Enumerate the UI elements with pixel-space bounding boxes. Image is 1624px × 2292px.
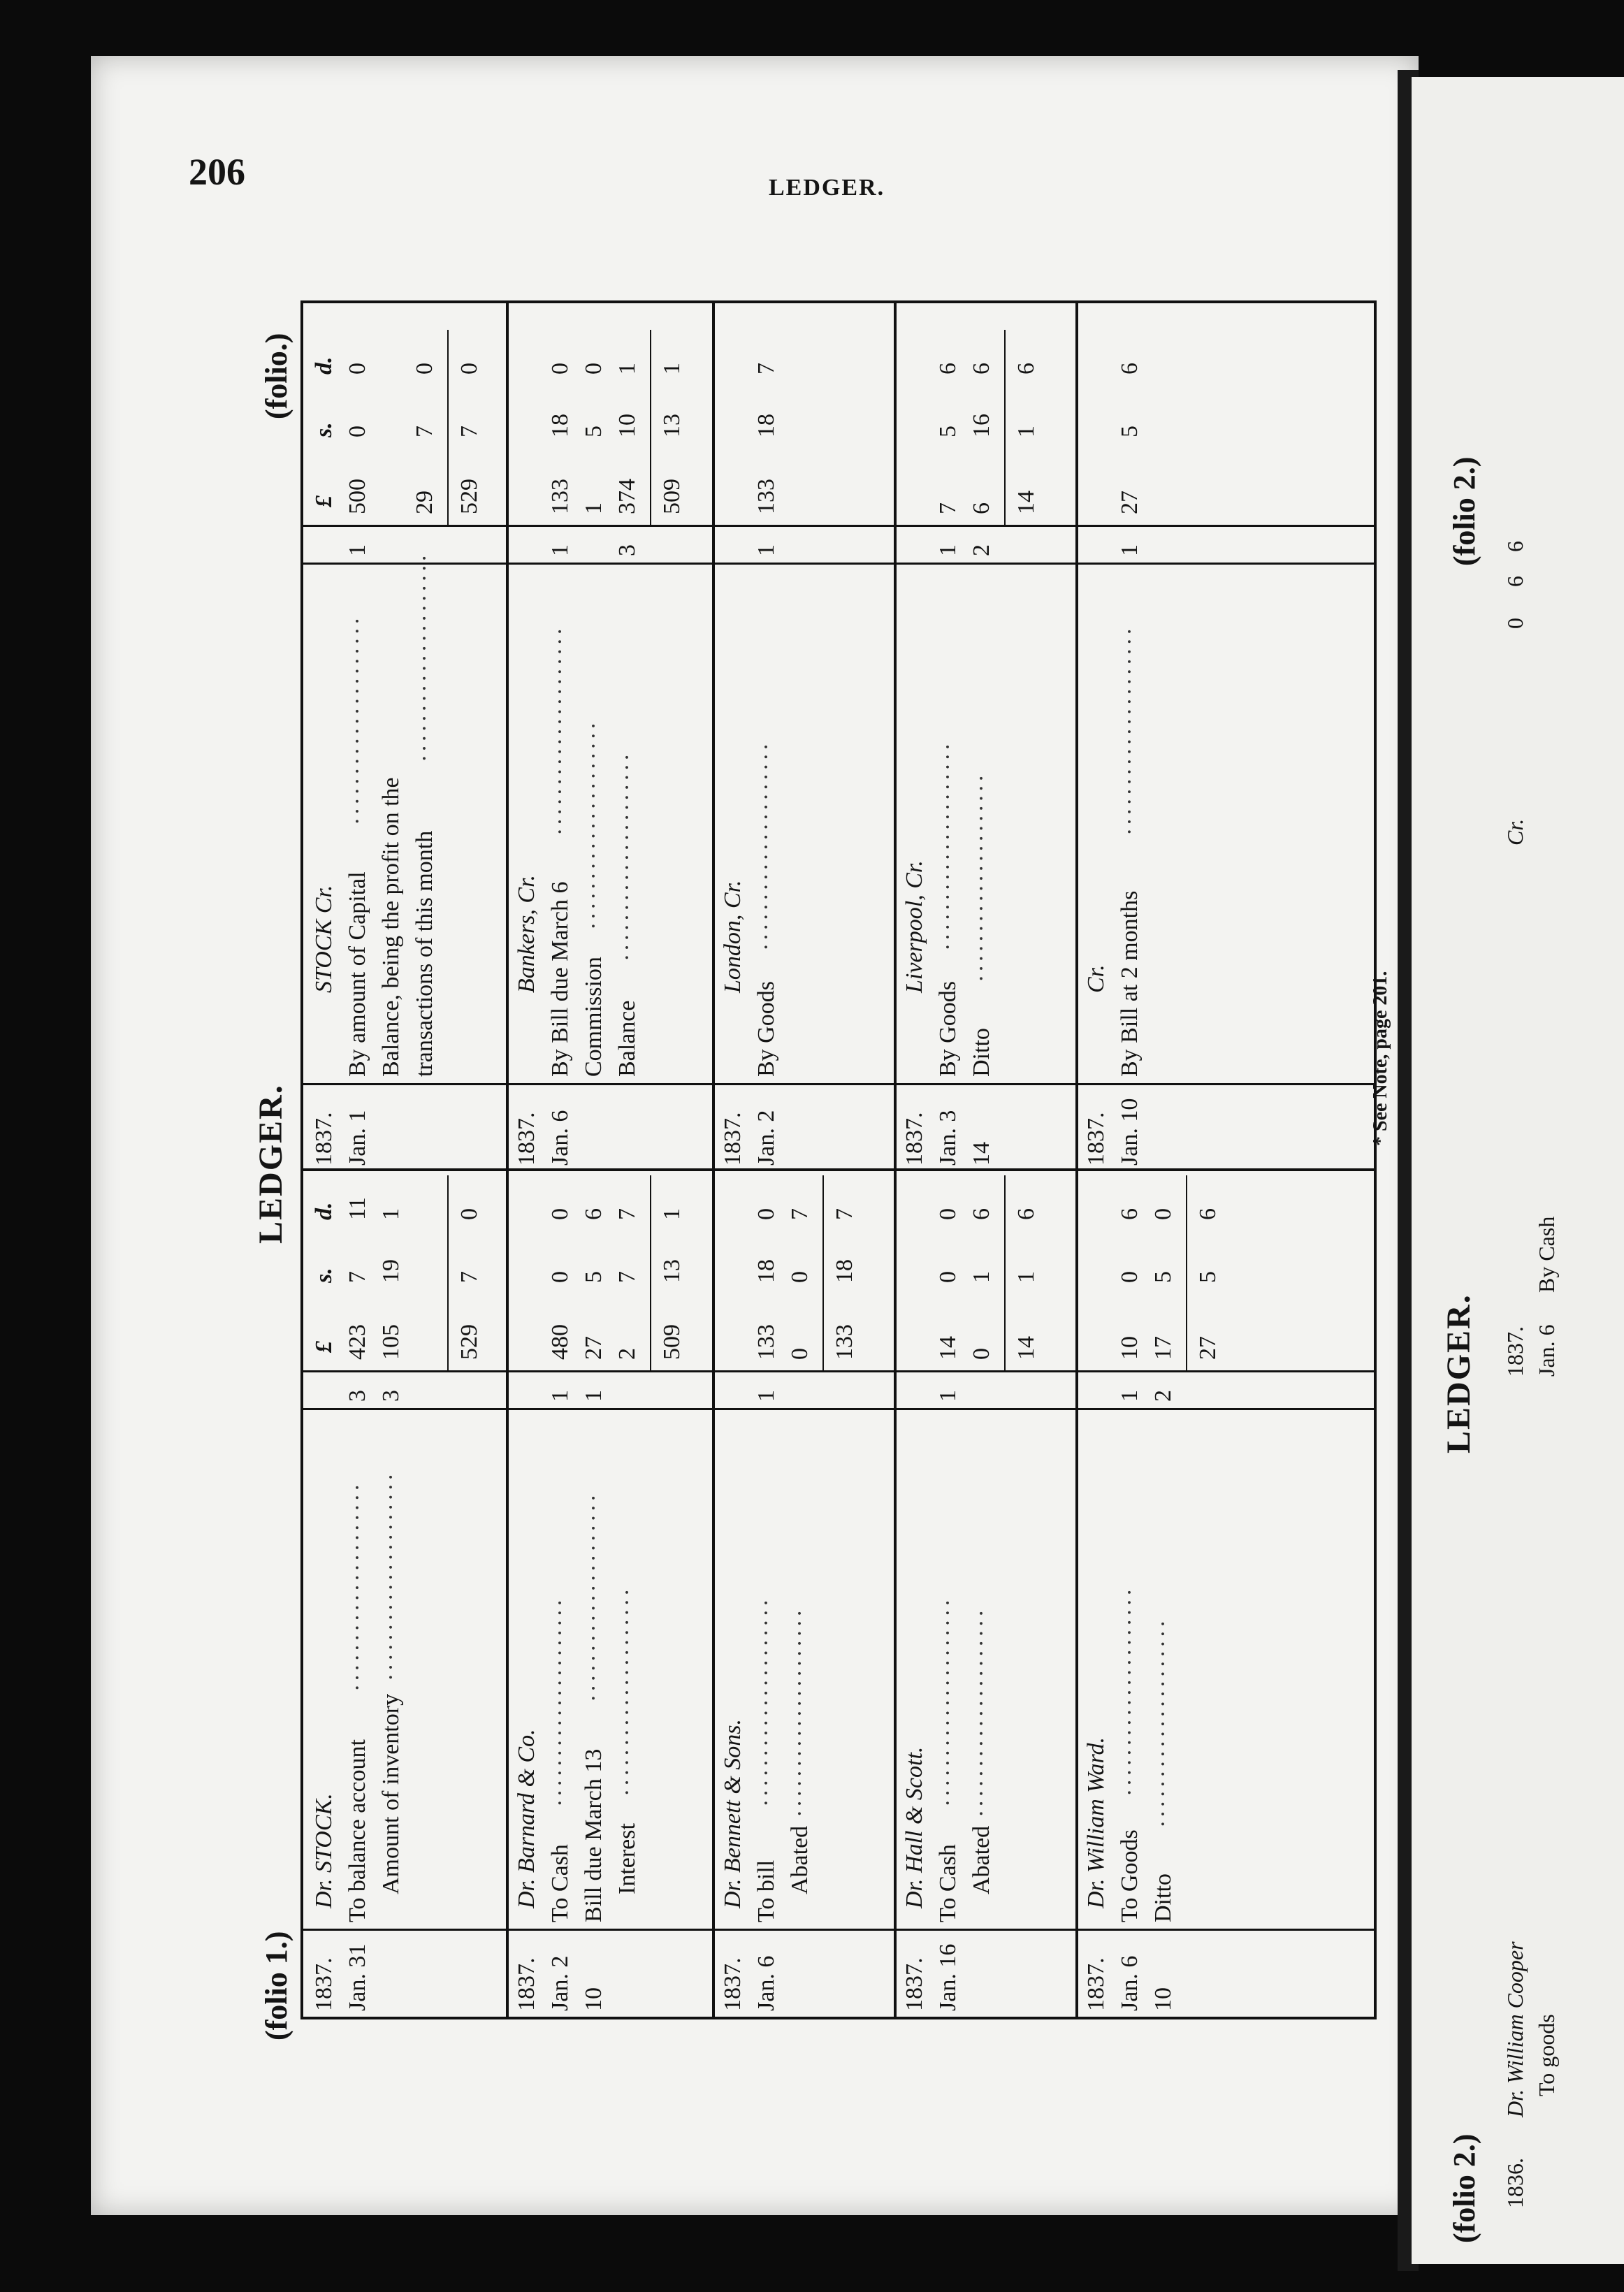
dr-total-rule bbox=[650, 1175, 651, 1372]
cr-entry-folio: 3 bbox=[614, 544, 640, 556]
cr-year: 1837. bbox=[901, 1112, 927, 1166]
dr-entry-description: Interest bbox=[614, 1823, 640, 1894]
cr-year: 1837. bbox=[1083, 1112, 1109, 1166]
dr-amount-pence: 6 bbox=[581, 1208, 607, 1220]
dr-year: 1837. bbox=[514, 1957, 539, 2011]
dr-entry-description: To bill bbox=[753, 1859, 779, 1922]
dr-leader-dots: ····················· bbox=[614, 1586, 640, 1797]
dr-leader-dots: ····················· bbox=[1150, 1618, 1176, 1828]
cr-leader-dots: ····················· bbox=[1117, 625, 1143, 836]
dr-entry-description: Amount of inventory bbox=[378, 1693, 404, 1894]
cr-leader-dots: ····················· bbox=[935, 741, 961, 951]
dr-col-shillings: s. bbox=[311, 1268, 337, 1283]
cr-leader-dots: ····················· bbox=[753, 741, 779, 951]
dr-amount-shillings: 19 bbox=[378, 1259, 404, 1283]
cr-entry-description: By Bill at 2 months bbox=[1117, 890, 1143, 1077]
cr-year: 1837. bbox=[514, 1112, 539, 1166]
dr-entry-date: Jan. 31 bbox=[345, 1943, 370, 2011]
dr-entry-folio: 3 bbox=[378, 1390, 404, 1402]
cr-entry-description: By amount of Capital bbox=[345, 871, 370, 1077]
dr-total-pence: 6 bbox=[1195, 1208, 1221, 1220]
cr-entry-folio: 1 bbox=[345, 544, 370, 556]
next-cr-desc: By Cash bbox=[1534, 1216, 1559, 1293]
dr-entry-description: To Cash bbox=[547, 1844, 573, 1922]
dr-leader-dots: ····················· bbox=[969, 1607, 994, 1818]
cr-total-pounds: 529 bbox=[456, 479, 482, 514]
cr-amount-pence: 0 bbox=[412, 363, 437, 375]
dr-col-pence: d. bbox=[311, 1202, 337, 1220]
dr-total-shillings: 7 bbox=[456, 1271, 482, 1283]
cr-entry-date: Jan. 3 bbox=[935, 1110, 961, 1166]
next-dr-year: 1836. bbox=[1502, 2158, 1528, 2208]
cr-leader-dots: ····················· bbox=[345, 615, 370, 825]
running-head: LEDGER. bbox=[769, 175, 885, 201]
cr-entry-date: Jan. 2 bbox=[753, 1110, 779, 1166]
dr-amount-pounds: 2 bbox=[614, 1348, 640, 1360]
account-separator bbox=[1075, 303, 1078, 2017]
dr-total-pence: 6 bbox=[1013, 1208, 1039, 1220]
dr-total-rule bbox=[1186, 1175, 1187, 1372]
account-separator bbox=[712, 303, 715, 2017]
dr-amount-shillings: 0 bbox=[1117, 1271, 1143, 1283]
dr-entry-date: Jan. 6 bbox=[753, 1955, 779, 2011]
dr-amount-pence: 11 bbox=[345, 1197, 370, 1220]
dr-year: 1837. bbox=[720, 1957, 746, 2011]
dr-amount-pence: 0 bbox=[1150, 1208, 1176, 1220]
cr-amount-shillings: 18 bbox=[547, 414, 573, 437]
cr-amount-pounds: 500 bbox=[345, 479, 370, 514]
cr-entry-date: Jan. 10 bbox=[1117, 1098, 1143, 1166]
dr-account-heading: Dr. Bennett & Sons. bbox=[720, 1718, 746, 1908]
dr-year: 1837. bbox=[1083, 1957, 1109, 2011]
footnote: * See Note, page 201. bbox=[1370, 971, 1391, 1146]
dr-amount-shillings: 5 bbox=[581, 1271, 607, 1283]
cr-total-shillings: 13 bbox=[659, 414, 685, 437]
dr-leader-dots: ····················· bbox=[753, 1597, 779, 1807]
dr-total-rule bbox=[447, 1175, 449, 1372]
cr-amount-pence: 7 bbox=[753, 363, 779, 375]
cr-entry-description: Balance, being the profit on the bbox=[378, 777, 404, 1077]
cr-total-rule bbox=[650, 330, 651, 527]
cr-leader-dots: ····················· bbox=[969, 772, 994, 982]
cr-amount-pence: 6 bbox=[935, 363, 961, 375]
dr-total-pounds: 133 bbox=[832, 1324, 857, 1360]
cr-amount-pence: 6 bbox=[969, 363, 994, 375]
ledger-center-title: LEDGER. bbox=[252, 1084, 289, 1244]
dr-amount-pounds: 27 bbox=[581, 1336, 607, 1360]
dr-amount-shillings: 7 bbox=[345, 1271, 370, 1283]
dr-leader-dots: ····················· bbox=[345, 1481, 370, 1692]
dr-amount-shillings: 0 bbox=[935, 1271, 961, 1283]
cr-entry-folio: 1 bbox=[753, 544, 779, 556]
dr-total-pounds: 14 bbox=[1013, 1336, 1039, 1360]
cr-amount-shillings: 10 bbox=[614, 414, 640, 437]
cr-account-heading: Cr. bbox=[1083, 964, 1109, 993]
cr-amount-shillings: 5 bbox=[1117, 426, 1143, 437]
cr-total-pence: 1 bbox=[659, 363, 685, 375]
dr-total-pence: 1 bbox=[659, 1208, 685, 1220]
cr-entry-description: Ditto bbox=[969, 1028, 994, 1077]
cr-col-pounds: £ bbox=[311, 495, 337, 507]
cr-entry-description: transactions of this month bbox=[412, 830, 437, 1077]
dr-amount-pounds: 423 bbox=[345, 1324, 370, 1360]
cr-total-pounds: 509 bbox=[659, 479, 685, 514]
cr-col-pence: d. bbox=[311, 356, 337, 375]
dr-entry-description: To Cash bbox=[935, 1844, 961, 1922]
ledger-table bbox=[300, 300, 1377, 2019]
dr-entry-date: Jan. 16 bbox=[935, 1943, 961, 2011]
cr-total-rule bbox=[447, 330, 449, 527]
dr-col-pounds: £ bbox=[311, 1341, 337, 1353]
dr-entry-description: Bill due March 13 bbox=[581, 1748, 607, 1922]
next-cr-date: Jan. 6 bbox=[1534, 1324, 1559, 1377]
dr-amount-shillings: 5 bbox=[1150, 1271, 1176, 1283]
cr-col-shillings: s. bbox=[311, 422, 337, 437]
dr-entry-folio: 1 bbox=[1117, 1390, 1143, 1402]
next-center-title: LEDGER. bbox=[1440, 1293, 1477, 1453]
cr-amount-pence: 0 bbox=[581, 363, 607, 375]
cr-amount-pounds: 6 bbox=[969, 502, 994, 514]
cr-total-shillings: 1 bbox=[1013, 426, 1039, 437]
dr-leader-dots: ····················· bbox=[1117, 1586, 1143, 1797]
dr-account-heading: Dr. William Ward. bbox=[1083, 1737, 1109, 1908]
cr-amount-pounds: 1 bbox=[581, 502, 607, 514]
cr-amount-pence: 0 bbox=[547, 363, 573, 375]
cr-amount-shillings: 18 bbox=[753, 414, 779, 437]
cr-amount-pounds: 7 bbox=[935, 502, 961, 514]
folio-left-label: (folio 1.) bbox=[259, 1931, 293, 2040]
dr-total-pounds: 509 bbox=[659, 1324, 685, 1360]
dr-entry-folio: 1 bbox=[547, 1390, 573, 1402]
dr-entry-description: Abated bbox=[969, 1825, 994, 1894]
dr-leader-dots: ····················· bbox=[787, 1607, 813, 1818]
cr-leader-dots: ····················· bbox=[412, 552, 437, 762]
cr-amount-shillings: 0 bbox=[345, 426, 370, 437]
cr-entry-folio: 2 bbox=[969, 544, 994, 556]
next-dr-heading: Dr. William Cooper bbox=[1502, 1941, 1528, 2117]
cr-account-heading: STOCK Cr. bbox=[311, 885, 337, 993]
cr-year: 1837. bbox=[720, 1112, 746, 1166]
dr-total-pounds: 27 bbox=[1195, 1336, 1221, 1360]
cr-account-heading: Liverpool, Cr. bbox=[901, 860, 927, 993]
dr-total-rule bbox=[822, 1175, 824, 1372]
next-amount-pounds: 0 bbox=[1502, 618, 1528, 629]
dr-column-rule bbox=[303, 1408, 1374, 1410]
cr-amount-pounds: 374 bbox=[614, 479, 640, 514]
dr-amount-pence: 7 bbox=[787, 1208, 813, 1220]
dr-year: 1837. bbox=[901, 1957, 927, 2011]
dr-leader-dots: ····················· bbox=[547, 1597, 573, 1807]
cr-entry-description: By Goods bbox=[753, 981, 779, 1077]
dr-amount-pounds: 14 bbox=[935, 1336, 961, 1360]
cr-column-rule bbox=[303, 525, 1374, 527]
page-number: 206 bbox=[189, 151, 245, 193]
cr-entry-folio: 1 bbox=[547, 544, 573, 556]
dr-amount-pence: 0 bbox=[547, 1208, 573, 1220]
dr-total-rule bbox=[1004, 1175, 1006, 1372]
dr-account-heading: Dr. Barnard & Co. bbox=[514, 1729, 539, 1908]
cr-amount-pence: 6 bbox=[1117, 363, 1143, 375]
dr-amount-pounds: 480 bbox=[547, 1324, 573, 1360]
cr-entry-description: Commission bbox=[581, 957, 607, 1077]
next-cr-year: 1837. bbox=[1502, 1326, 1528, 1377]
folio-right-label: (folio.) bbox=[259, 333, 293, 419]
next-amount-pence: 6 bbox=[1502, 541, 1528, 552]
cr-entry-description: By Bill due March 6 bbox=[547, 881, 573, 1077]
cr-amount-shillings: 16 bbox=[969, 414, 994, 437]
dr-entry-description: To Goods bbox=[1117, 1829, 1143, 1922]
dr-total-shillings: 1 bbox=[1013, 1271, 1039, 1283]
dr-entry-date: Jan. 6 bbox=[1117, 1955, 1143, 2011]
dr-amount-pounds: 105 bbox=[378, 1324, 404, 1360]
ledger-frame bbox=[273, 314, 1349, 2019]
cr-amount-pounds: 29 bbox=[412, 491, 437, 514]
dr-amount-shillings: 0 bbox=[787, 1271, 813, 1283]
cr-year: 1837. bbox=[311, 1112, 337, 1166]
next-folio-right: (folio 2.) bbox=[1447, 456, 1481, 566]
cr-entry-description: Balance bbox=[614, 1000, 640, 1077]
dr-amount-pounds: 0 bbox=[969, 1348, 994, 1360]
dr-total-shillings: 18 bbox=[832, 1259, 857, 1283]
dr-account-heading: Dr. Hall & Scott. bbox=[901, 1746, 927, 1908]
dr-total-shillings: 5 bbox=[1195, 1271, 1221, 1283]
dr-column-rule bbox=[303, 1370, 1374, 1372]
cr-account-heading: Bankers, Cr. bbox=[514, 874, 539, 993]
dr-total-pounds: 529 bbox=[456, 1324, 482, 1360]
dr-year: 1837. bbox=[311, 1957, 337, 2011]
dr-leader-dots: ····················· bbox=[581, 1492, 607, 1702]
dr-amount-shillings: 1 bbox=[969, 1271, 994, 1283]
dr-amount-pence: 7 bbox=[614, 1208, 640, 1220]
dr-total-pence: 7 bbox=[832, 1208, 857, 1220]
dr-cr-divider bbox=[303, 1168, 1374, 1171]
dr-entry-folio: 3 bbox=[345, 1390, 370, 1402]
cr-total-shillings: 7 bbox=[456, 426, 482, 437]
cr-amount-shillings: 5 bbox=[935, 426, 961, 437]
dr-entry-description: To balance account bbox=[345, 1739, 370, 1922]
next-cr-label: Cr. bbox=[1502, 818, 1528, 846]
cr-entry-date: 14 bbox=[969, 1142, 994, 1166]
cr-amount-shillings: 5 bbox=[581, 426, 607, 437]
cr-leader-dots: ····················· bbox=[614, 751, 640, 962]
cr-amount-pence: 1 bbox=[614, 363, 640, 375]
cr-total-pounds: 14 bbox=[1013, 491, 1039, 514]
dr-entry-date: 10 bbox=[1150, 1987, 1176, 2011]
dr-entry-folio: 2 bbox=[1150, 1390, 1176, 1402]
dr-amount-pence: 6 bbox=[969, 1208, 994, 1220]
dr-amount-pence: 1 bbox=[378, 1208, 404, 1220]
cr-entry-folio: 1 bbox=[935, 544, 961, 556]
dr-column-rule bbox=[303, 1929, 1374, 1931]
cr-amount-pence: 0 bbox=[345, 363, 370, 375]
next-dr-desc: To goods bbox=[1534, 2014, 1559, 2096]
cr-entry-folio: 1 bbox=[1117, 544, 1143, 556]
dr-leader-dots: ····················· bbox=[378, 1471, 404, 1681]
dr-account-heading: Dr. STOCK. bbox=[311, 1793, 337, 1908]
cr-total-rule bbox=[1004, 330, 1006, 527]
account-separator bbox=[506, 303, 509, 2017]
cr-entry-date: Jan. 1 bbox=[345, 1110, 370, 1166]
cr-leader-dots: ····················· bbox=[581, 720, 607, 930]
dr-leader-dots: ····················· bbox=[935, 1597, 961, 1807]
cr-leader-dots: ····················· bbox=[547, 625, 573, 836]
dr-entry-description: Ditto bbox=[1150, 1873, 1176, 1922]
dr-amount-shillings: 0 bbox=[547, 1271, 573, 1283]
dr-amount-shillings: 18 bbox=[753, 1259, 779, 1283]
cr-amount-shillings: 7 bbox=[412, 426, 437, 437]
dr-entry-description: Abated bbox=[787, 1825, 813, 1894]
dr-amount-pounds: 17 bbox=[1150, 1336, 1176, 1360]
next-page-rotated bbox=[1440, 161, 1624, 2257]
dr-amount-pence: 0 bbox=[935, 1208, 961, 1220]
dr-amount-pounds: 10 bbox=[1117, 1336, 1143, 1360]
dr-entry-date: 10 bbox=[581, 1987, 607, 2011]
cr-column-rule bbox=[303, 1083, 1374, 1085]
dr-total-shillings: 13 bbox=[659, 1259, 685, 1283]
dr-entry-folio: 1 bbox=[581, 1390, 607, 1402]
dr-amount-pounds: 0 bbox=[787, 1348, 813, 1360]
next-amount-shillings: 6 bbox=[1502, 576, 1528, 587]
dr-amount-shillings: 7 bbox=[614, 1271, 640, 1283]
cr-amount-pounds: 133 bbox=[753, 479, 779, 514]
cr-column-rule bbox=[303, 563, 1374, 565]
rotated-ledger bbox=[252, 286, 1391, 2047]
cr-entry-description: By Goods bbox=[935, 981, 961, 1077]
dr-amount-pence: 0 bbox=[753, 1208, 779, 1220]
cr-total-pence: 0 bbox=[456, 363, 482, 375]
cr-total-pence: 6 bbox=[1013, 363, 1039, 375]
dr-entry-date: Jan. 2 bbox=[547, 1955, 573, 2011]
next-folio-left: (folio 2.) bbox=[1447, 2133, 1481, 2243]
dr-total-pence: 0 bbox=[456, 1208, 482, 1220]
cr-entry-date: Jan. 6 bbox=[547, 1110, 573, 1166]
cr-account-heading: London, Cr. bbox=[720, 880, 746, 993]
dr-entry-folio: 1 bbox=[935, 1390, 961, 1402]
cr-amount-pounds: 27 bbox=[1117, 491, 1143, 514]
account-separator bbox=[894, 303, 897, 2017]
dr-entry-folio: 1 bbox=[753, 1390, 779, 1402]
dr-amount-pence: 6 bbox=[1117, 1208, 1143, 1220]
cr-amount-pounds: 133 bbox=[547, 479, 573, 514]
dr-amount-pounds: 133 bbox=[753, 1324, 779, 1360]
